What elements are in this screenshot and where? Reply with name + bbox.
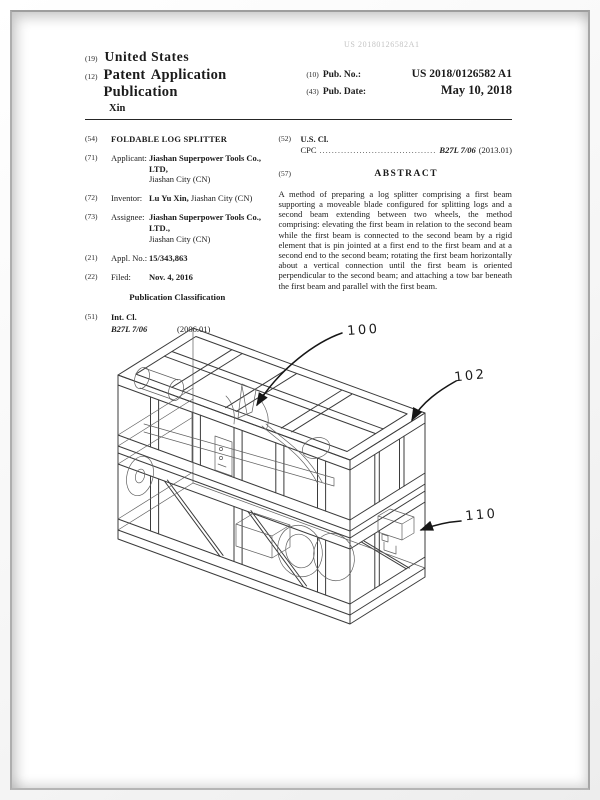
publication-classification-heading: Publication Classification [129, 292, 226, 303]
ref-label-110: 110 [464, 506, 499, 525]
cpc-leader-dots: ...................................... [319, 145, 437, 155]
tag-72: (72) [85, 193, 98, 203]
patent-header-right [306, 67, 512, 114]
abstract-heading: ABSTRACT [374, 169, 439, 180]
crate-top-face [118, 328, 425, 460]
tag-21: (21) [85, 252, 98, 262]
pub-no-row [306, 67, 512, 83]
publication-kind: Patent Application Publication [103, 67, 227, 100]
cpc-code: B27L 7/06 [439, 144, 476, 155]
inventor-surname: Xin [109, 103, 126, 114]
assignee-value [149, 212, 269, 244]
ref-arrow-102 [412, 381, 456, 420]
applicant-city: Jiashan City (CN) [149, 174, 211, 185]
right-column [278, 134, 512, 334]
patent-header-left [85, 49, 306, 114]
cpc-label: CPC [300, 144, 317, 155]
tag-73: (73) [85, 212, 98, 222]
assignee-name: Jiashan Superpower Tools Co., LTD., [149, 212, 262, 234]
filed-value: Nov. 4, 2016 [149, 271, 193, 282]
applicant-entry [85, 153, 269, 185]
us-cl-block [300, 134, 512, 156]
tag-52: (52) [278, 134, 291, 143]
invention-title: FOLDABLE LOG SPLITTER [111, 134, 228, 144]
filed-entry [85, 272, 269, 283]
assignee-city: Jiashan City (CN) [149, 233, 211, 244]
hydraulic-hose [262, 424, 322, 484]
left-column [85, 134, 269, 334]
tag-22: (22) [85, 271, 98, 281]
crate-right-face [350, 413, 425, 615]
bibliographic-columns [85, 134, 512, 334]
title-entry [85, 134, 269, 145]
tag-51: (51) [85, 312, 98, 322]
assignee-entry [85, 212, 269, 244]
inventor-value [149, 193, 269, 204]
country-row [85, 49, 306, 65]
ref-arrow-100 [257, 333, 342, 405]
ref-label-100: 100 [346, 321, 380, 339]
ref-arrow-110 [421, 521, 461, 530]
applicant-name: Jiashan Superpower Tools Co., LTD, [149, 153, 262, 174]
pub-no-label: Pub. No.: [322, 70, 362, 80]
wheel-left [123, 453, 158, 498]
int-cl-year: (2006.01) [177, 323, 211, 334]
tag-71: (71) [85, 153, 98, 163]
publication-kind-row [85, 67, 306, 101]
inventor-entry [85, 193, 269, 204]
inventor-label: Inventor: [111, 193, 143, 204]
pub-date-row [306, 83, 512, 100]
us-cl-entry [278, 134, 512, 156]
cpc-line [300, 145, 512, 157]
tag-10: (10) [306, 70, 319, 79]
ref-label-102: 102 [453, 367, 488, 386]
appl-no-entry [85, 253, 269, 264]
abstract-heading-entry [278, 169, 512, 180]
engine-box [236, 513, 290, 558]
pub-date-label: Pub. Date: [322, 87, 367, 97]
applicant-label: Applicant: [111, 153, 147, 164]
log-splitter-machine [123, 365, 414, 585]
header-divider [85, 119, 512, 120]
inventor-city: Jiashan City (CN) [188, 193, 253, 204]
tag-54: (54) [85, 134, 98, 143]
tag-43: (43) [306, 87, 319, 96]
pub-date-value: May 10, 2018 [440, 83, 512, 97]
tow-hitch [378, 509, 414, 540]
appl-no-label: Appl. No.: [111, 252, 148, 263]
patent-header [85, 49, 512, 114]
patent-first-page [36, 34, 564, 766]
us-cl-label: U.S. Cl. [300, 134, 329, 144]
tag-19: (19) [85, 54, 98, 63]
patent-figure [66, 306, 536, 656]
publication-id-header: US 20180126582A1 [344, 40, 420, 49]
int-cl-label: Int. Cl. [111, 312, 137, 323]
filed-label: Filed: [111, 271, 131, 282]
cpc-year: (2013.01) [478, 144, 512, 155]
int-cl-code: B27L 7/06 [111, 323, 148, 334]
assignee-label: Assignee: [111, 212, 145, 223]
pub-no-value: US 2018/0126582 A1 [411, 68, 512, 80]
abstract-text: A method of preparing a log splitter comprising a first beam supporting a moveable blade configured for splitting logs and a second beam extending between two wheels, the method comprising: elevating the first beam in relation to the second beam while the first beam is connected to the second beam by a rigid element that is pin jointed at a first end to the first beam and at a second end to the second beam; rotating the first beam horizontally about a vertical connection until the first beam is oriented perpendicular to the second beam; and attaching a tow bar beneath the first beam and parallel with the first beam. [278, 188, 512, 291]
applicant-value [149, 153, 269, 185]
tag-12: (12) [85, 72, 98, 81]
appl-no-value: 15/343,863 [149, 252, 188, 263]
country-name: United States [104, 49, 190, 64]
inventor-name: Lu Yu Xin, [149, 193, 189, 204]
tag-57: (57) [278, 169, 291, 179]
